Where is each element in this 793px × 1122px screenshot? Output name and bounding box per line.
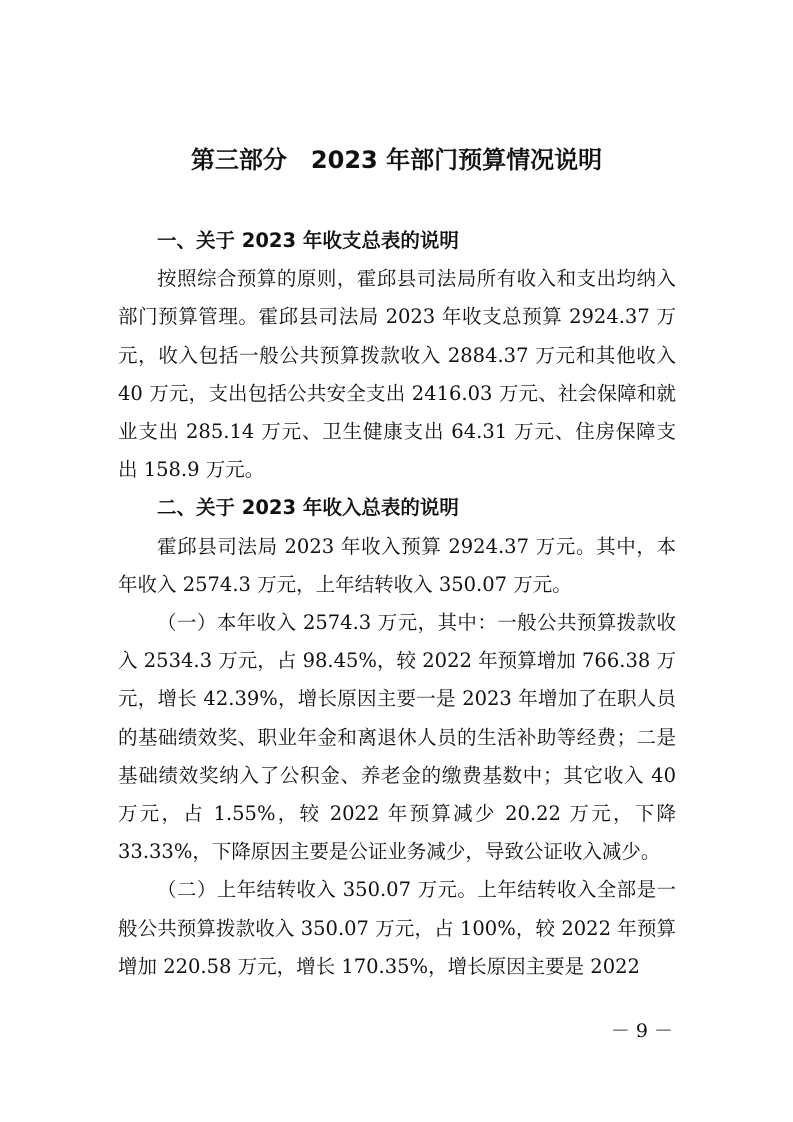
section-heading-2: 二、关于 2023 年收入总表的说明 [157,496,459,520]
page-title: 第三部分 2023 年部门预算情况说明 [190,146,603,174]
paragraph: 霍邱县司法局 2023 年收入预算 2924.37 万元。其中，本年收入 2574.3 万元，上年结转收入 350.07 万元。 [118,534,676,596]
paragraph: （一）本年收入 2574.3 万元，其中：一般公共预算拨款收入 2534.3 万元，占 98.45%，较 2022 年预算增加 766.38 万元，增长 42.39%，增长原因主要一是 2023 年增加了在职人员的基础绩效奖、职业年金和离退休人员的生活补助等经费；二是基础绩效奖纳入了公积金、养老金的缴费基数中；其它收入 40 万元，占 1.55%，较 2022 年预算减少 20.22 万元，下降 33.33%，下降原因主要是公证业务减少，导致公证收入减少。 [118,611,676,864]
document-body [118,222,676,986]
paragraph: 按照综合预算的原则，霍邱县司法局所有收入和支出均纳入部门预算管理。霍邱县司法局 2023 年收支总预算 2924.37 万元，收入包括一般公共预算拨款收入 2884.37 万元和其他收入 40 万元，支出包括公共安全支出 2416.03 万元、社会保障和就业支出 285.14 万元、卫生健康支出 64.31 万元、住房保障支出 158.9 万元。 [118,267,676,482]
section-heading-1: 一、关于 2023 年收支总表的说明 [157,229,459,252]
paragraph: （二）上年结转收入 350.07 万元。上年结转收入全部是一般公共预算拨款收入 350.07 万元，占 100%，较 2022 年预算增加 220.58 万元，增长 170.35%，增长原因主要是 2022 [118,878,676,978]
page-number: － 9 － [610,1020,673,1042]
